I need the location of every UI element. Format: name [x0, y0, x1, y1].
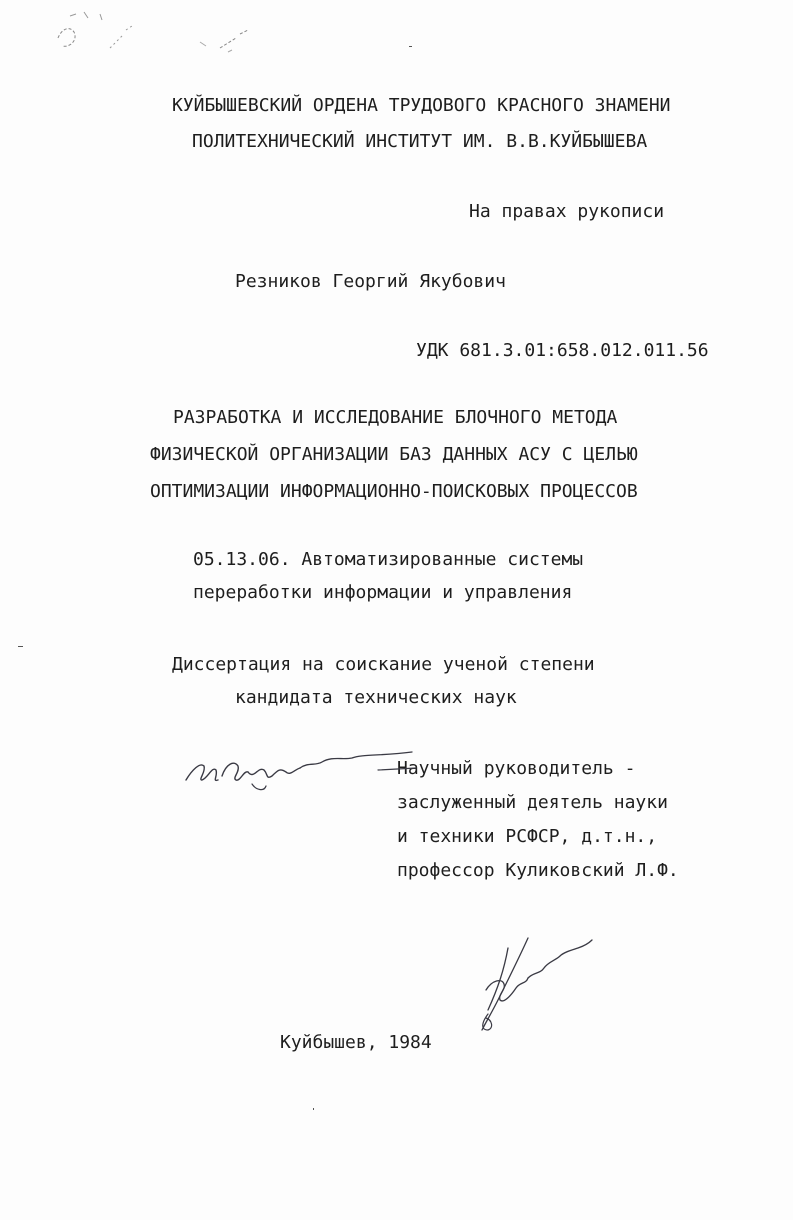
supervisor-signature: [182, 740, 422, 795]
degree-line-2: кандидата технических наук: [235, 687, 517, 708]
title-line-1: РАЗРАБОТКА И ИССЛЕДОВАНИЕ БЛОЧНОГО МЕТОДА: [173, 407, 618, 428]
udc-code: УДК 681.3.01:658.012.011.56: [416, 340, 709, 361]
degree-line-1: Диссертация на соискание ученой степени: [172, 654, 595, 675]
scan-speck: [313, 1108, 314, 1110]
supervisor-line-3: и техники РСФСР, д.т.н.,: [397, 826, 658, 847]
author-name: Резников Георгий Якубович: [235, 271, 506, 292]
title-line-3: ОПТИМИЗАЦИИ ИНФОРМАЦИОННО-ПОИСКОВЫХ ПРОЦЕССОВ: [150, 481, 638, 502]
scan-speck: [409, 46, 412, 47]
specialty-line-1: 05.13.06. Автоматизированные системы: [193, 549, 584, 570]
institution-line-2: ПОЛИТЕХНИЧЕСКИЙ ИНСТИТУТ ИМ. В.В.КУЙБЫШЕВА: [192, 131, 648, 152]
supervisor-line-1: Научный руководитель -: [397, 758, 636, 779]
pencil-marks: [40, 8, 270, 68]
institution-line-1: КУЙБЫШЕВСКИЙ ОРДЕНА ТРУДОВОГО КРАСНОГО ЗНАМЕНИ: [172, 95, 671, 116]
supervisor-line-2: заслуженный деятель науки: [397, 792, 668, 813]
supervisor-line-4: профессор Куликовский Л.Ф.: [397, 860, 679, 881]
scan-speck: [18, 646, 23, 647]
title-line-2: ФИЗИЧЕСКОЙ ОРГАНИЗАЦИИ БАЗ ДАННЫХ АСУ С ЦЕЛЬЮ: [150, 444, 638, 465]
place-year: Куйбышев, 1984: [280, 1032, 432, 1053]
manuscript-note: На правах рукописи: [469, 201, 665, 222]
specialty-line-2: переработки информации и управления: [193, 582, 573, 603]
author-signature: [468, 930, 598, 1035]
